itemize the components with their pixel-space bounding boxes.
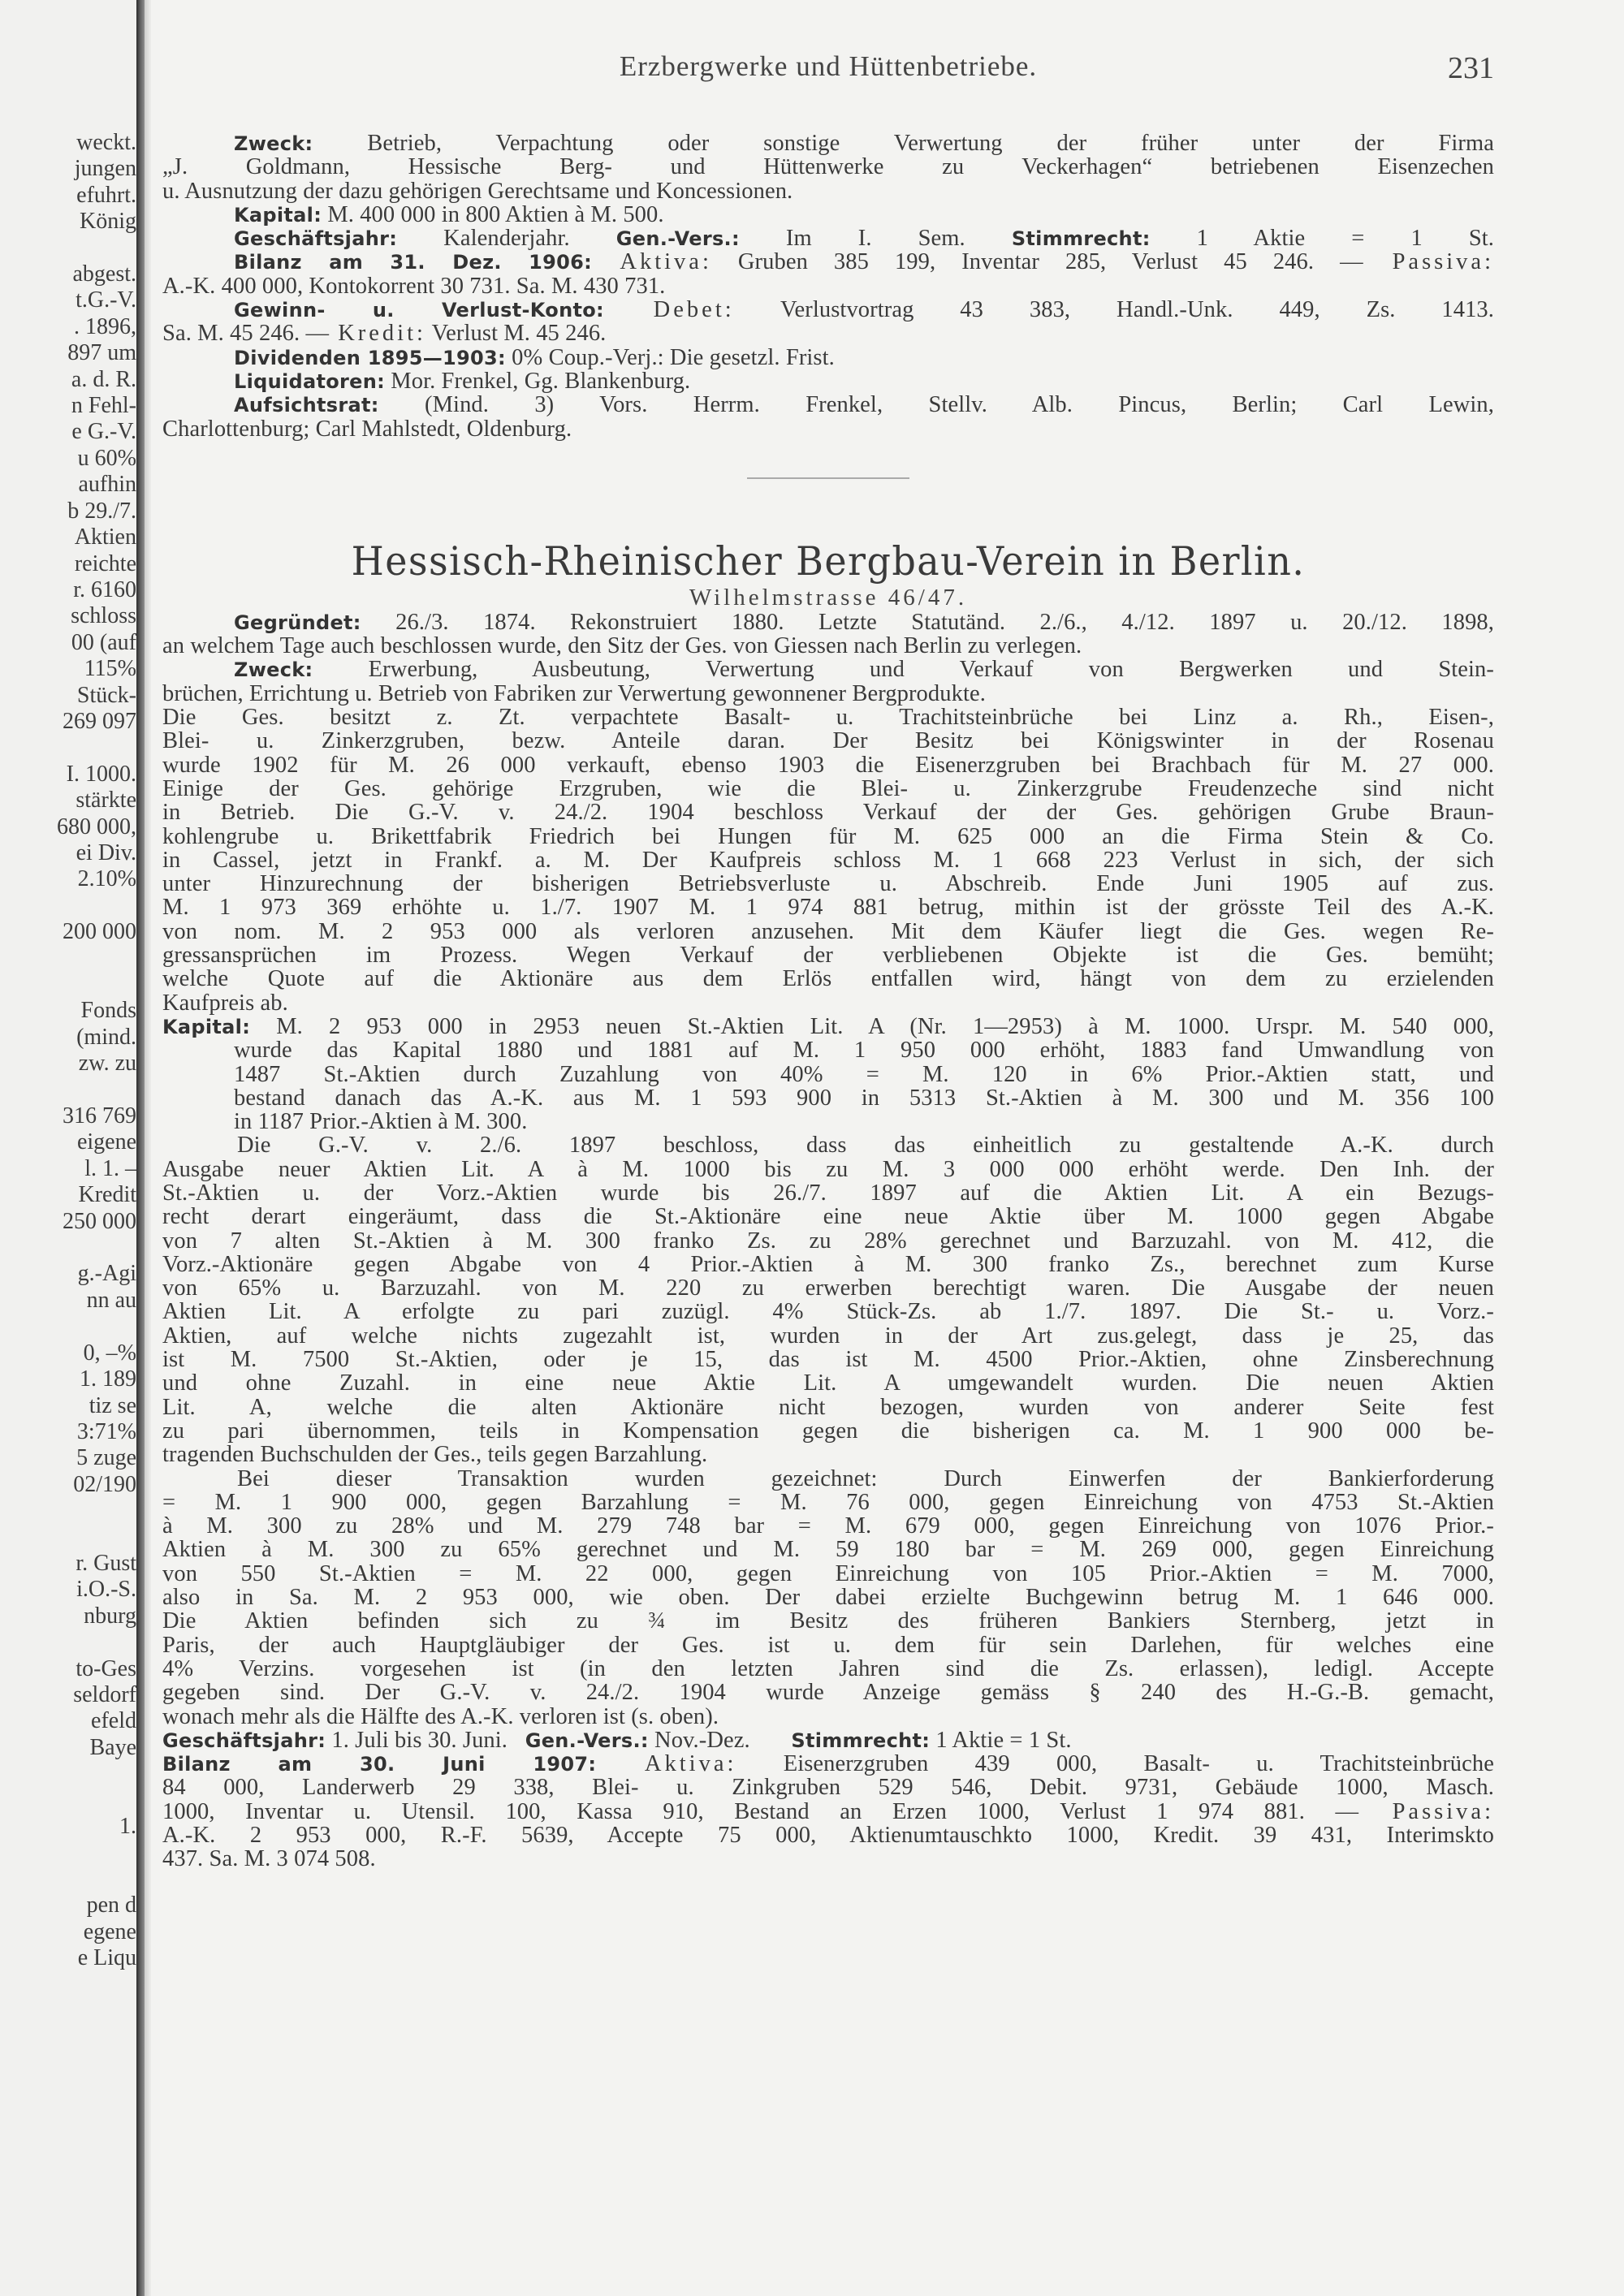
- text-line: 437. Sa. M. 3 074 508.: [162, 1847, 376, 1871]
- zweck-line: Zweck: Betrieb, Verpachtung oder sonstige Verwertung der früher unter der Firma: [234, 132, 1494, 156]
- text-line: Die Aktien befinden sich zu ¾ im Besitz des früheren Bankiers Sternberg, jetzt in: [162, 1609, 1494, 1634]
- text-line: zu pari übernommen, teils in Kompensation gegen die bisherigen ca. M. 1 900 000 be-: [162, 1418, 1494, 1444]
- text-line: wurde 1902 für M. 26 000 verkauft, ebenso 1903 die Eisenerzgruben bei Brachbach für M. 27 000.: [162, 753, 1494, 777]
- text-line: Einige der Ges. gehörige Erzgruben, wie die Blei- u. Zinkerzgrube Freudenzeche sind nicht: [162, 776, 1494, 801]
- kapital-line: Kapital: M. 2 953 000 in 2953 neuen St.-Aktien Lit. A (Nr. 1—2953) à M. 1000. Urspr. M. 540 000,: [162, 1014, 1494, 1039]
- text-line: welche Quote auf die Aktionäre aus dem Erlös entfallen wird, hängt von dem zu erzielenden: [162, 967, 1494, 991]
- text-line: A.-K. 400 000, Kontokorrent 30 731. Sa. M. 430 731.: [162, 274, 666, 299]
- text-line: und ohne Zuzahl. in eine neue Aktie Lit. A umgewandelt wurden. Die neuen Aktien: [162, 1371, 1494, 1396]
- adjacent-text-fragment: 2.10%: [77, 866, 136, 892]
- text-line: Aktien, auf welche nichts zugezahlt ist, wurden in der Art zus.gelegt, dass je 25, das: [162, 1323, 1494, 1349]
- section-divider: [747, 477, 909, 479]
- section-previous-company: [162, 132, 1494, 441]
- adjacent-text-fragment: tiz se: [89, 1392, 136, 1418]
- field-label: Zweck:: [234, 132, 313, 155]
- page: [162, 41, 1494, 2281]
- text-line: 84 000, Landerwerb 29 338, Blei- u. Zinkgruben 529 546, Debit. 9731, Gebäude 1000, Masch.: [162, 1776, 1494, 1800]
- adjacent-text-fragment: nn au: [86, 1287, 136, 1313]
- adjacent-text-fragment: 1. 189: [80, 1366, 136, 1392]
- text-line: 1000, Inventar u. Utensil. 100, Kassa 910, Bestand an Erzen 1000, Verlust 1 974 881. — Passiva:: [162, 1799, 1494, 1823]
- adjacent-text-fragment: e Liqu: [77, 1945, 136, 1971]
- text-line: unter Hinzurechnung der bisherigen Betriebsverluste u. Abschreib. Ende Juni 1905 auf zus.: [162, 872, 1494, 896]
- adjacent-text-fragment: g.-Agi: [77, 1261, 136, 1287]
- text-line: Aktien à M. 300 zu 65% gerechnet und M. 59 180 bar = M. 269 000, gegen Einreichung: [162, 1538, 1494, 1562]
- adjacent-text-fragment: Baye: [89, 1734, 136, 1760]
- adjacent-text-fragment: r. 6160: [73, 576, 136, 602]
- bilanz-line: Bilanz am 31. Dez. 1906: Aktiva: Gruben 385 199, Inventar 285, Verlust 45 246. — Passiva:: [234, 250, 1494, 274]
- text-line: also in Sa. M. 2 953 000, wie oben. Der dabei erzielte Buchgewinn betrug M. 1 646 000.: [162, 1586, 1494, 1610]
- adjacent-text-fragment: [57, 735, 136, 761]
- adjacent-text-fragment: weckt.: [76, 130, 136, 155]
- adjacent-text-fragment: 200 000: [63, 919, 136, 945]
- adjacent-text-fragment: r. Gust: [76, 1550, 136, 1576]
- book-gutter-shadow: [145, 0, 151, 2296]
- meta-line: Geschäftsjahr: Kalenderjahr. Gen.-Vers.: Im I. Sem. Stimmrecht: 1 Aktie = 1 St.: [234, 227, 1494, 251]
- adjacent-text-fragment: [57, 946, 136, 972]
- adjacent-text-fragment: Aktien: [74, 524, 136, 550]
- text-line: St.-Aktien u. der Vorz.-Aktien wurde bis 26./7. 1897 auf die Aktien Lit. A ein Bezugs-: [162, 1180, 1494, 1206]
- adjacent-text-fragment: ei Div.: [76, 839, 136, 865]
- dividenden-line: Dividenden 1895—1903: 0% Coup.-Verj.: Die gesetzl. Frist.: [234, 345, 835, 369]
- adjacent-text-fragment: Stück-: [76, 682, 136, 708]
- adjacent-text-fragment: [57, 1525, 136, 1551]
- text-line: in 1187 Prior.-Aktien à M. 300.: [234, 1110, 528, 1134]
- adjacent-text-fragment: jungen: [74, 156, 136, 182]
- aufsichtsrat-line: Aufsichtsrat: (Mind. 3) Vors. Herrm. Frenkel, Stellv. Alb. Pincus, Berlin; Carl Lewin,: [234, 393, 1494, 417]
- adjacent-text-fragment: 897 um: [67, 340, 136, 366]
- adjacent-text-fragment: [57, 1314, 136, 1340]
- text-line: Charlottenburg; Carl Mahlstedt, Oldenburg.: [162, 416, 572, 441]
- adjacent-text-fragment: I. 1000.: [66, 761, 136, 787]
- adjacent-text-fragment: u 60%: [77, 445, 136, 471]
- adjacent-text-fragment: 680 000,: [57, 814, 136, 839]
- adjacent-text-fragment: to-Ges: [76, 1655, 136, 1681]
- adjacent-text-fragment: a. d. R.: [71, 366, 136, 392]
- adjacent-text-fragment: [57, 1761, 136, 1787]
- text-line: A.-K. 2 953 000, R.-F. 5639, Accepte 75 000, Aktienumtauschkto 1000, Kredit. 39 431, Interimskto: [162, 1823, 1494, 1848]
- text-line: gegeben sind. Der G.-V. v. 24./2. 1904 wurde Anzeige gemäss § 240 des H.-G.-B. gemacht,: [162, 1681, 1494, 1705]
- text-line: Paris, der auch Hauptgläubiger der Ges. ist u. dem für sein Darlehen, für welches eine: [162, 1633, 1494, 1657]
- adjacent-text-fragment: stärkte: [76, 788, 136, 814]
- paragraph-besitz: [162, 706, 1494, 1015]
- running-title: Erzbergwerke und Hüttenbetriebe.: [619, 50, 1038, 82]
- adjacent-text-fragment: [57, 1077, 136, 1103]
- text-line: in Cassel, jetzt in Frankf. a. M. Der Kaufpreis schloss M. 1 668 223 Verlust in sich, der sich: [162, 848, 1494, 873]
- text-line: Vorz.-Aktionäre gegen Abgabe von 4 Prior.-Aktien à M. 300 franko Zs., berechnet zum Kurse: [162, 1252, 1494, 1277]
- text-line: Die G.-V. v. 2./6. 1897 beschloss, dass das einheitlich zu gestaltende A.-K. durch: [237, 1133, 1494, 1158]
- text-line: von 7 alten St.-Aktien à M. 300 franko Zs. zu 28% gerechnet und Barzuzahl. von M. 412, die: [162, 1228, 1494, 1253]
- adjacent-text-fragment: Fonds: [80, 998, 136, 1024]
- paragraph-transaktion: [162, 1467, 1494, 1728]
- adjacent-text-fragment: 115%: [84, 656, 136, 682]
- adjacent-text-fragment: 02/190: [73, 1471, 136, 1497]
- adjacent-text-fragment: b 29./7.: [67, 498, 136, 524]
- page-number: 231: [1448, 51, 1494, 85]
- adjacent-text-fragment: König: [80, 209, 136, 235]
- text-line: Bei dieser Transaktion wurden gezeichnet: Durch Einwerfen der Bankierforderung: [237, 1466, 1494, 1491]
- field-label: Kapital:: [234, 203, 322, 227]
- adjacent-text-fragment: n Fehl-: [71, 393, 136, 419]
- adjacent-page-text: [57, 130, 136, 1971]
- adjacent-text-fragment: schloss: [71, 603, 136, 629]
- adjacent-text-fragment: l. 1. –: [84, 1155, 136, 1181]
- adjacent-text-fragment: zw. zu: [78, 1051, 136, 1077]
- adjacent-text-fragment: seldorf: [73, 1681, 136, 1707]
- adjacent-text-fragment: 5 zuge: [76, 1445, 136, 1471]
- gegruendet-line: Gegründet: 26./3. 1874. Rekonstruiert 1880. Letzte Statutänd. 2./6., 4./12. 1897 u. 20./12. 1898,: [234, 610, 1494, 635]
- text-line: recht derart eingeräumt, dass die St.-Aktionäre eine neue Aktie über M. 1000 gegen Abgabe: [162, 1205, 1494, 1229]
- bilanz-line: Bilanz am 30. Juni 1907: Aktiva: Eisenerzgruben 439 000, Basalt- u. Trachitsteinbrüche: [162, 1752, 1494, 1776]
- text-line: von nom. M. 2 953 000 als verloren anzusehen. Mit dem Käufer liegt die Ges. wegen Re-: [162, 919, 1494, 944]
- text-line: brüchen, Errichtung u. Betrieb von Fabriken zur Verwertung gewonnener Bergprodukte.: [162, 681, 986, 706]
- company-heading: [162, 539, 1494, 611]
- adjacent-text-fragment: 250 000: [63, 1208, 136, 1234]
- adjacent-text-fragment: [57, 1629, 136, 1655]
- adjacent-text-fragment: eigene: [76, 1129, 136, 1155]
- adjacent-text-fragment: 269 097: [63, 708, 136, 734]
- adjacent-text-fragment: 0, –%: [83, 1340, 136, 1366]
- book-gutter: [136, 0, 145, 2296]
- kapital-detail: [162, 1038, 1494, 1133]
- text-line: tragenden Buchschulden der Ges., teils gegen Barzahlung.: [162, 1443, 708, 1467]
- text-line: à M. 300 zu 28% und M. 279 748 bar = M. 679 000, gegen Einreichung von 1076 Prior.-: [162, 1514, 1494, 1539]
- adjacent-text-fragment: 00 (auf: [71, 629, 136, 655]
- text-line: an welchem Tage auch beschlossen wurde, den Sitz der Ges. von Giessen nach Berlin zu verlegen.: [162, 634, 1082, 658]
- adjacent-text-fragment: [57, 1498, 136, 1524]
- text-line: Kaufpreis ab.: [162, 990, 288, 1015]
- zweck-line: Zweck: Erwerbung, Ausbeutung, Verwertung und Verkauf von Bergwerken und Stein-: [234, 658, 1494, 682]
- text-line: Lit. A, welche die alten Aktionäre nicht bezogen, wurden von anderer Seite fest: [162, 1395, 1494, 1419]
- adjacent-text-fragment: [57, 1840, 136, 1866]
- text-line: kohlengrube u. Brikettfabrik Friedrich bei Hungen für M. 625 000 an die Firma Stein & Co.: [162, 824, 1494, 848]
- text-line: Sa. M. 45 246. — Kredit: Verlust M. 45 246.: [162, 322, 607, 346]
- text-line: „J. Goldmann, Hessische Berg- und Hüttenwerke zu Veckerhagen“ betriebenen Eisenzechen: [162, 155, 1494, 179]
- text-line: Ausgabe neuer Aktien Lit. A à M. 1000 bis zu M. 3 000 000 erhöht werde. Den Inh. der: [162, 1157, 1494, 1181]
- adjacent-text-fragment: Kredit: [78, 1182, 136, 1208]
- text-line: von 550 St.-Aktien = M. 22 000, gegen Einreichung von 105 Prior.-Aktien = M. 7000,: [162, 1561, 1494, 1586]
- adjacent-text-fragment: abgest.: [72, 261, 136, 287]
- gv-konto-line: Gewinn- u. Verlust-Konto: Debet: Verlustvortrag 43 383, Handl.-Unk. 449, Zs. 1413.: [234, 298, 1494, 322]
- text-line: bestand danach das A.-K. aus M. 1 593 900 in 5313 St.-Aktien à M. 300 und M. 356 100: [234, 1085, 1494, 1111]
- text-line: wurde das Kapital 1880 und 1881 auf M. 1 950 000 erhöht, 1883 fand Umwandlung von: [234, 1038, 1494, 1063]
- adjacent-text-fragment: efeld: [91, 1708, 136, 1734]
- running-header: [162, 50, 1494, 89]
- adjacent-text-fragment: [57, 1867, 136, 1892]
- adjacent-text-fragment: egene: [83, 1918, 136, 1944]
- text-line: u. Ausnutzung der dazu gehörigen Gerechtsame und Koncessionen.: [162, 179, 793, 203]
- text-line: = M. 1 900 000, gegen Barzahlung = M. 76 000, gegen Einreichung von 4753 St.-Aktien: [162, 1490, 1494, 1515]
- adjacent-text-fragment: [57, 1788, 136, 1814]
- adjacent-text-fragment: [57, 972, 136, 998]
- adjacent-text-fragment: [57, 1235, 136, 1261]
- text-line: 1487 St.-Aktien durch Zuzahlung von 40% = M. 120 in 6% Prior.-Aktien statt, und: [234, 1062, 1494, 1086]
- text-line: Aktien Lit. A erfolgte zu pari zuzügl. 4% Stück-Zs. ab 1./7. 1897. Die St.- u. Vorz.-: [162, 1300, 1494, 1324]
- adjacent-text-fragment: e G.-V.: [71, 419, 136, 445]
- text-line: M. 1 973 369 erhöhte u. 1./7. 1907 M. 1 974 881 betrug, mithin ist der grösste Teil des A.-K.: [162, 896, 1494, 920]
- adjacent-text-fragment: i.O.-S.: [76, 1577, 136, 1603]
- adjacent-page-fragment: [0, 0, 136, 2296]
- meta-line: Geschäftsjahr: 1. Juli bis 30. Juni. Gen.-Vers.: Nov.-Dez. Stimmrecht: 1 Aktie = 1 St.: [162, 1728, 1072, 1753]
- section-hessisch-rheinischer: [162, 611, 1494, 1871]
- text-line: Die Ges. besitzt z. Zt. verpachtete Basalt- u. Trachitsteinbrüche bei Linz a. Rh., Eisen-,: [162, 706, 1494, 730]
- adjacent-text-fragment: (mind.: [76, 1024, 136, 1050]
- adjacent-text-fragment: reichte: [74, 550, 136, 576]
- adjacent-text-fragment: t.G.-V.: [76, 287, 136, 313]
- company-title: Hessisch-Rheinischer Bergbau-Verein in Berlin.: [351, 537, 1306, 585]
- adjacent-text-fragment: 1.: [119, 1814, 136, 1839]
- adjacent-text-fragment: 3:71%: [76, 1418, 136, 1444]
- page-content: [162, 132, 1494, 1871]
- adjacent-text-fragment: [57, 235, 136, 261]
- adjacent-text-fragment: nburg: [84, 1603, 136, 1629]
- text-line: 4% Verzins. vorgesehen ist (in den letzten Jahren sind die Zs. erlassen), ledigl. Accepte: [162, 1656, 1494, 1681]
- text-line: von 65% u. Barzuzahl. von M. 220 zu erwerben berechtigt waren. Die Ausgabe der neuen: [162, 1276, 1494, 1301]
- text-line: Blei- u. Zinkerzgruben, bezw. Anteile daran. Der Besitz bei Königswinter in der Rosenau: [162, 729, 1494, 753]
- adjacent-text-fragment: pen d: [86, 1892, 136, 1918]
- adjacent-text-fragment: [57, 893, 136, 919]
- company-address: Wilhelmstrasse 46/47.: [689, 584, 968, 611]
- adjacent-text-fragment: aufhin: [78, 472, 136, 498]
- adjacent-text-fragment: 316 769: [63, 1103, 136, 1129]
- kapital-line: Kapital: M. 400 000 in 800 Aktien à M. 500.: [234, 202, 664, 227]
- text-line: gressansprüchen im Prozess. Wegen Verkauf der verbliebenen Objekte ist die Ges. bemüht;: [162, 943, 1494, 968]
- text-line: wonach mehr als die Hälfte des A.-K. verloren ist (s. oben).: [162, 1704, 719, 1728]
- adjacent-text-fragment: efuhrt.: [76, 182, 136, 208]
- text-line: in Betrieb. Die G.-V. v. 24./2. 1904 beschloss Verkauf der der Ges. gehörigen Grube Braun-: [162, 801, 1494, 825]
- adjacent-text-fragment: . 1896,: [74, 313, 136, 339]
- paragraph-gv-1897: [162, 1133, 1494, 1466]
- text-line: ist M. 7500 St.-Aktien, oder je 15, das ist M. 4500 Prior.-Aktien, ohne Zinsberechnung: [162, 1348, 1494, 1372]
- liquidatoren-line: Liquidatoren: Mor. Frenkel, Gg. Blankenburg.: [234, 369, 691, 394]
